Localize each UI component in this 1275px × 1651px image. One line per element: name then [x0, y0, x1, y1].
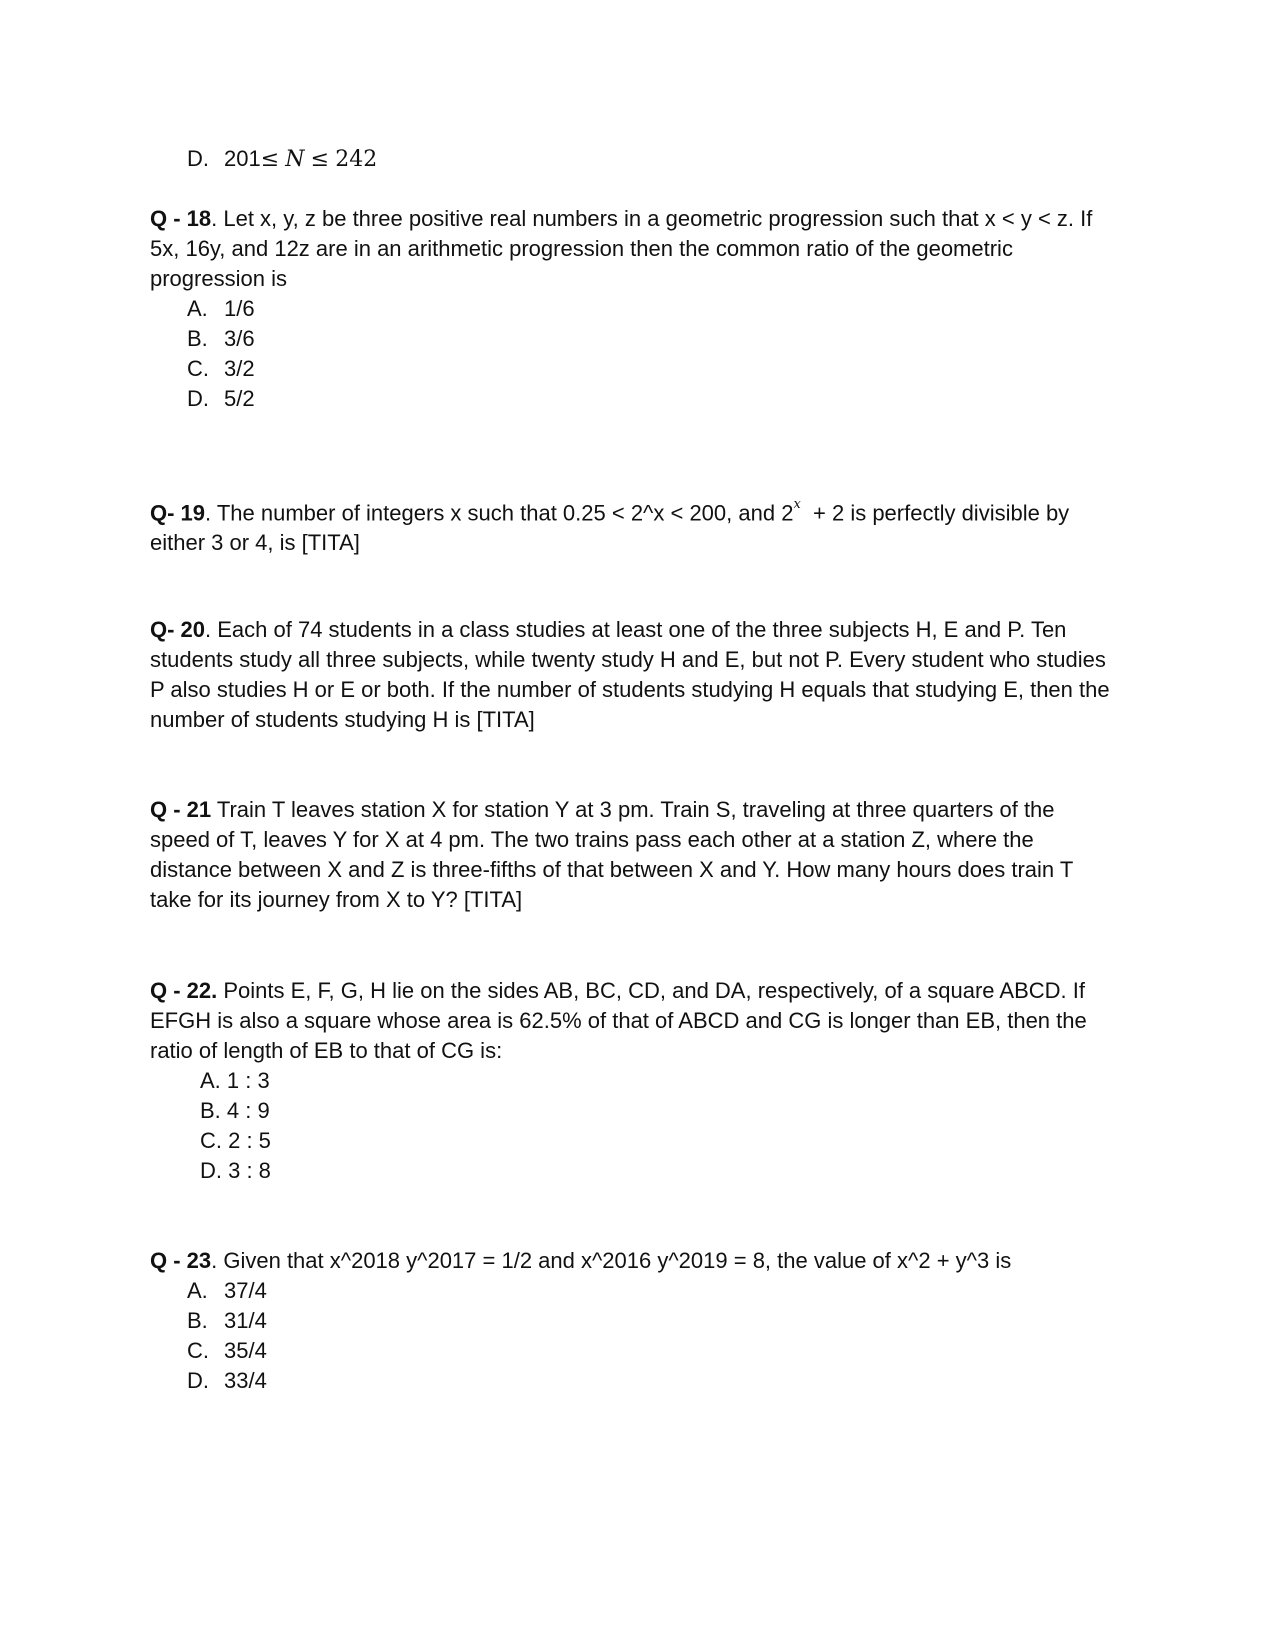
option-d: D. 5/2	[187, 386, 255, 411]
question-label: Q- 20	[150, 617, 206, 642]
question-23	[150, 1246, 1110, 1396]
question-18-options	[150, 294, 1110, 414]
option-c: C. 2 : 5	[200, 1128, 271, 1153]
option-c: C. 35/4	[187, 1338, 267, 1363]
question-label: Q - 21	[150, 797, 212, 822]
question-23-stem: Q - 23. Given that x^2018 y^2017 = 1/2 and x^2016 y^2019 = 8, the value of x^2 + y^3 is	[150, 1248, 1012, 1273]
option-a: A. 1/6	[187, 296, 255, 321]
question-22-options	[150, 1066, 1110, 1186]
question-label: Q- 19	[150, 500, 206, 526]
exponent: x	[793, 497, 801, 512]
question-19-stem: Q- 19. The number of integers x such that 0.25 < 2^x < 200, and 2$^x$ + 2 is perfectly divisible by either 3 or 4, is [TITA]	[150, 497, 1076, 556]
option-b: B. 3/6	[187, 326, 255, 351]
option-d: D. 3 : 8	[200, 1158, 271, 1183]
question-21	[150, 795, 1110, 915]
option-b: B. 4 : 9	[200, 1098, 270, 1123]
option-b: B. 31/4	[187, 1308, 267, 1333]
option-a: A. 1 : 3	[200, 1068, 270, 1093]
question-18	[150, 204, 1110, 414]
question-label: Q - 22.	[150, 978, 218, 1003]
question-20	[150, 615, 1110, 735]
question-22	[150, 976, 1110, 1186]
question-18-stem: Q - 18. Let x, y, z be three positive real numbers in a geometric progression such that x < y < z. If 5x, 16y, and 12z are in an arithmetic progression then the common ratio of the geometric progression is	[150, 206, 1093, 291]
question-19	[150, 494, 1110, 558]
question-20-stem: Q- 20. Each of 74 students in a class studies at least one of the three subjects H, E and P. Ten students study all three subjects, while twenty study H and E, but not P. Every student who studies P also studies H or E or both. If the number of students studying H equals that studying E, then the number of students studying H is [TITA]	[150, 617, 1110, 732]
question-22-stem: Q - 22. Points E, F, G, H lie on the sides AB, BC, CD, and DA, respectively, of a square ABCD. If EFGH is also a square whose area is 62.5% of that of ABCD and CG is longer than EB, then the ratio of length of EB to that of CG is:	[150, 978, 1087, 1063]
question-21-stem: Q - 21 Train T leaves station X for station Y at 3 pm. Train S, traveling at three quarters of the speed of T, leaves Y for X at 4 pm. The two trains pass each other at a station Z, where the distance between X and Z is three-fifths of that between X and Y. How many hours does train T take for its journey from X to Y? [TITA]	[150, 797, 1073, 912]
option-c: C. 3/2	[187, 356, 255, 381]
option-a: A. 37/4	[187, 1278, 267, 1303]
question-23-options	[150, 1276, 1110, 1396]
question-label: Q - 23	[150, 1248, 212, 1273]
option-d: D. 33/4	[187, 1368, 267, 1393]
option-d: D. 201≤ N ≤ 242	[187, 146, 378, 172]
previous-question-option-d	[150, 144, 1147, 175]
question-label: Q - 18	[150, 206, 212, 231]
